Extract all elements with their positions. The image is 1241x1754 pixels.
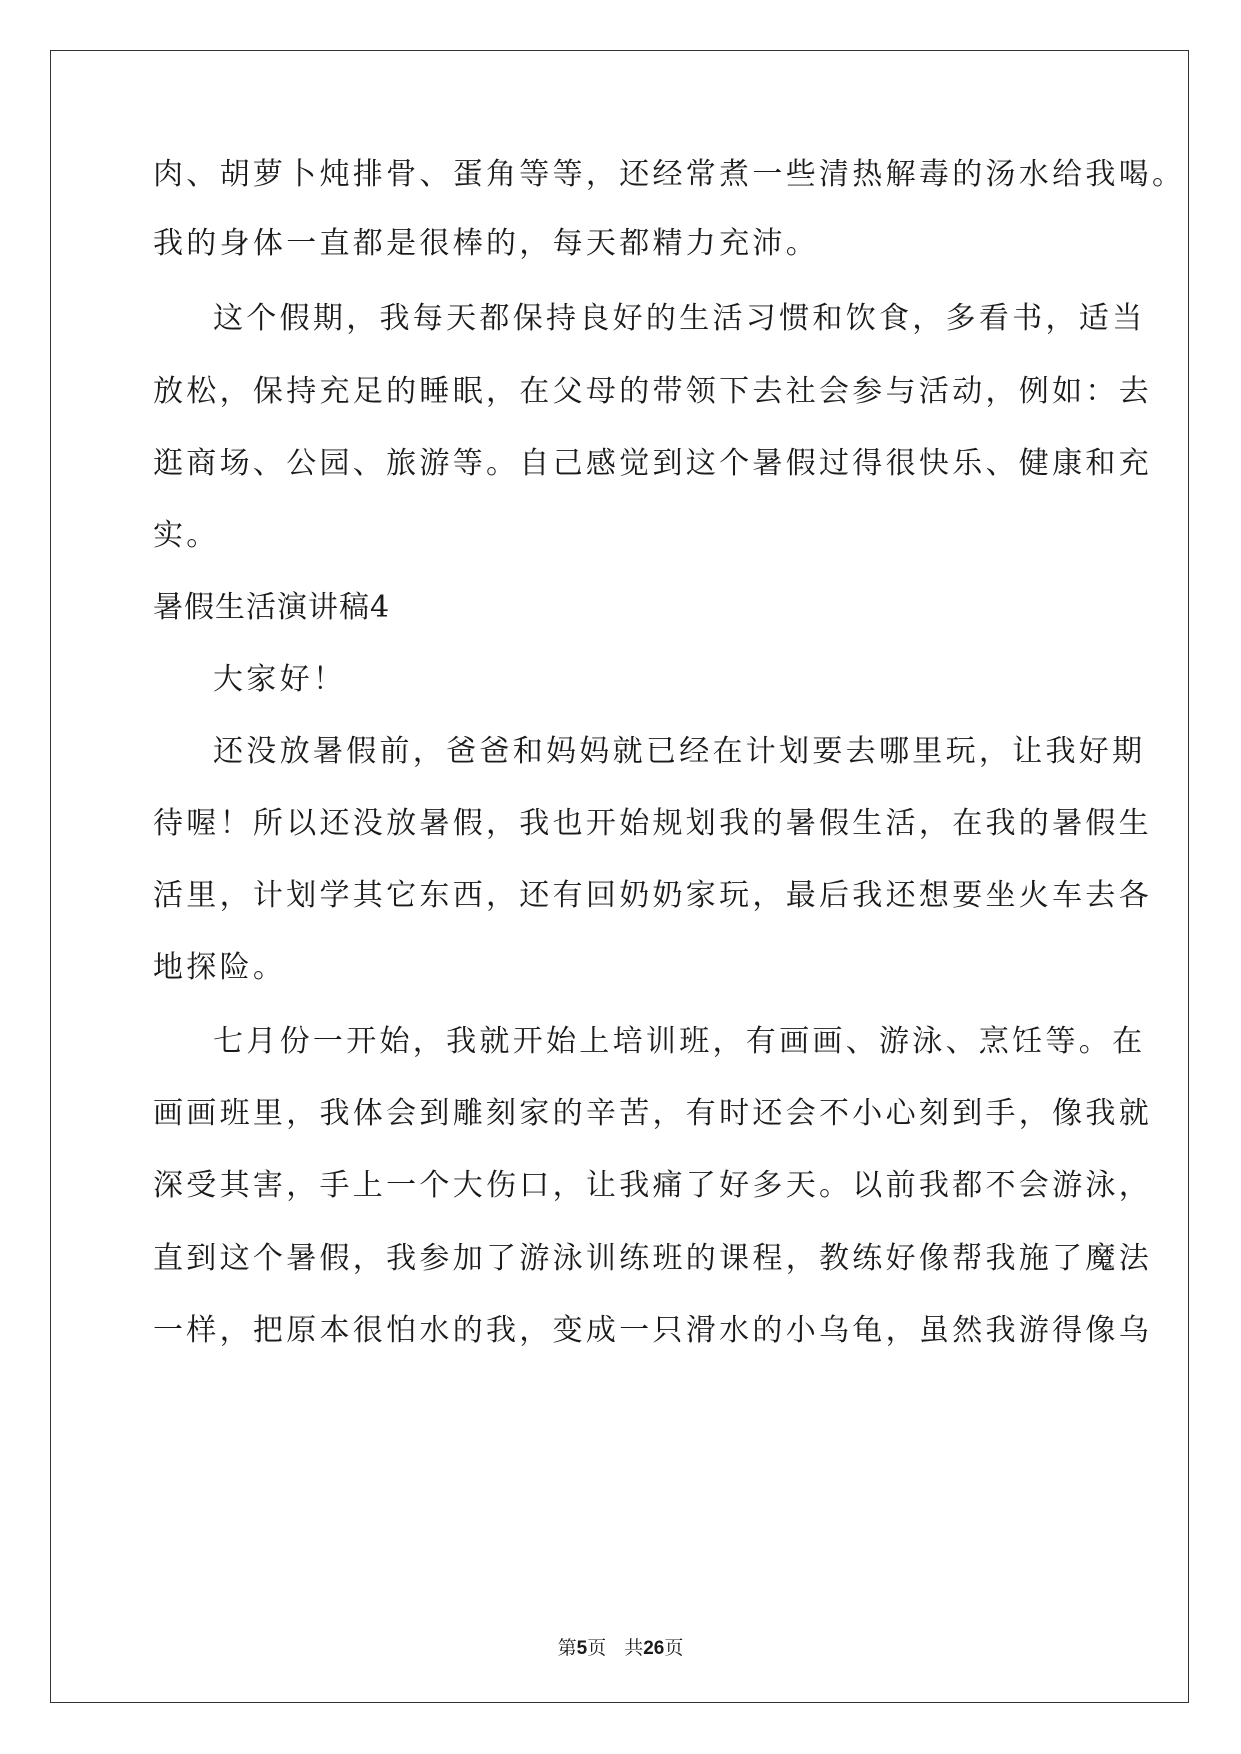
footer-page-number: 5 <box>576 1638 588 1659</box>
page-footer <box>0 1636 1241 1661</box>
body-text-line: 活里，计划学其它东西，还有回奶奶家玩，最后我还想要坐火车去各 <box>153 878 1152 913</box>
body-text-line: 一样，把原本很怕水的我，变成一只滑水的小乌龟，虽然我游得像乌 <box>153 1313 1152 1348</box>
body-text-line: 待喔！所以还没放暑假，我也开始规划我的暑假生活，在我的暑假生 <box>153 806 1152 841</box>
body-text-line: 直到这个暑假，我参加了游泳训练班的课程，教练好像帮我施了魔法 <box>153 1241 1152 1276</box>
body-text-line: 逛商场、公园、旅游等。自己感觉到这个暑假过得很快乐、健康和充 <box>153 446 1152 481</box>
footer-page-prefix: 第 <box>557 1637 577 1659</box>
body-text-line: 放松，保持充足的睡眠，在父母的带领下去社会参与活动，例如：去 <box>153 374 1152 409</box>
footer-total-suffix: 页 <box>664 1637 684 1659</box>
body-text-line: 画画班里，我体会到雕刻家的辛苦，有时还会不小心刻到手，像我就 <box>153 1096 1152 1131</box>
body-text-line: 肉、胡萝卜炖排骨、蛋角等等，还经常煮一些清热解毒的汤水给我喝。 <box>153 157 1186 192</box>
page-border <box>50 50 1189 1703</box>
body-text-line: 实。 <box>153 518 220 553</box>
paragraph-first-line: 七月份一开始，我就开始上培训班，有画画、游泳、烹饪等。在 <box>213 1024 1146 1059</box>
footer-page-suffix: 页 <box>587 1637 607 1659</box>
section-heading: 暑假生活演讲稿4 <box>153 590 391 625</box>
footer-total-pages: 26 <box>643 1638 665 1659</box>
body-text-line: 地探险。 <box>153 950 287 985</box>
paragraph-first-line: 这个假期，我每天都保持良好的生活习惯和饮食，多看书，适当 <box>213 301 1146 336</box>
paragraph-first-line: 还没放暑假前，爸爸和妈妈就已经在计划要去哪里玩，让我好期 <box>213 734 1146 769</box>
body-text-line: 深受其害，手上一个大伤口，让我痛了好多天。以前我都不会游泳， <box>153 1168 1152 1203</box>
footer-total-prefix: 共 <box>624 1637 644 1659</box>
greeting-line: 大家好！ <box>213 662 347 697</box>
body-text-line: 我的身体一直都是很棒的，每天都精力充沛。 <box>153 226 819 261</box>
